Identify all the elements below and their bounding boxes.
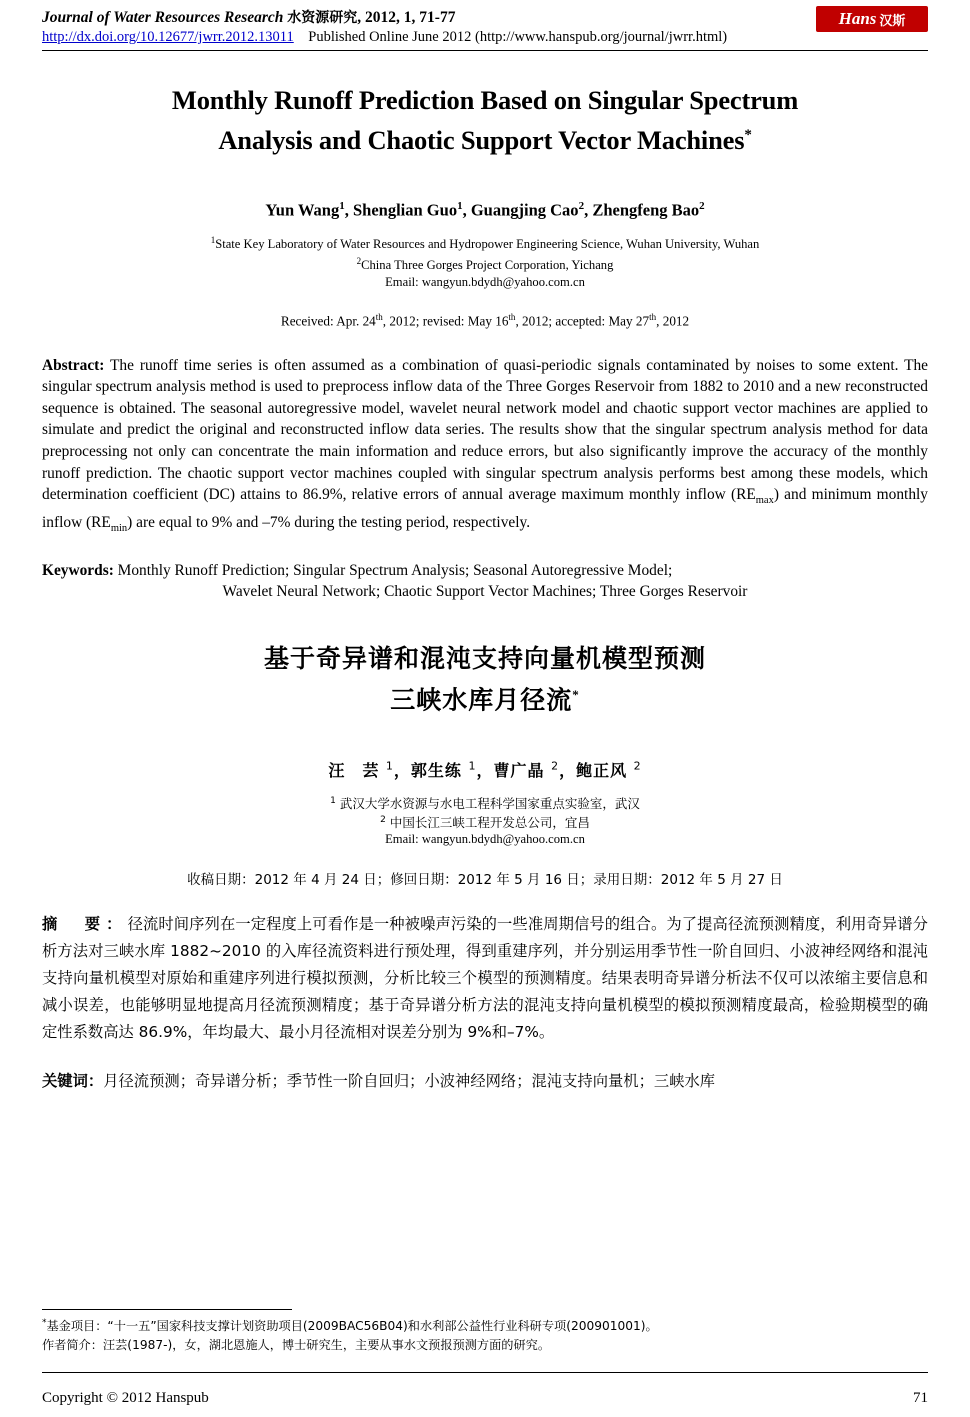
affiliations-cn [42,793,928,848]
keywords-cn [42,1068,928,1094]
title-footnote-marker: * [744,127,752,143]
footnote-divider [42,1309,292,1310]
doi-line [42,28,928,47]
journal-title-cn: 水资源研究 [287,10,358,26]
page-header [42,8,928,53]
keywords-cn-label: 关键词： [42,1072,104,1091]
footnote-marker: * [42,1317,47,1328]
cn-title-line-2: 三峡水库月径流 [390,684,573,714]
keywords-line-1: Monthly Runoff Prediction; Singular Spectrum Analysis; Seasonal Autoregressive Model; [113,561,673,579]
keywords-line-2: Wavelet Neural Network; Chaotic Support Vector Machines; Three Gorges Reservoir [222,583,748,600]
received-dates: Received: Apr. 24th, 2012; revised: May 16th, 2012; accepted: May 27th, 2012 [280,312,690,329]
authors-en: Yun Wang$^1$, Shenglian Guo$^1$, Guangjing Cao$^2$, Zhengfeng Bao$^2$ [265,199,705,220]
abstract-cn-label: 摘 要： [42,915,128,934]
title-line-1: Monthly Runoff Prediction Based on Singular Spectrum [171,85,799,115]
affiliations-en [42,232,928,290]
journal-title-en: Journal of Water Resources Research [42,9,284,26]
doi-link[interactable]: http://dx.doi.org/10.12677/jwrr.2012.13011 [42,29,294,45]
footnote-line-1 [42,1314,928,1336]
affiliation-en-1: $^1$State Key Laboratory of Water Resources and Hydropower Engineering Science, Wuhan University, Wuhan [210,235,760,252]
keywords-cn-text: 月径流预测；奇异谱分析；季节性一阶自回归；小波神经网络；混沌支持向量机；三峡水库 [103,1072,716,1091]
hans-logo-cn: 汉斯 [879,13,906,29]
footnote-line-2: 作者简介：汪芸(1987-)，女，湖北恩施人，博士研究生，主要从事水文预报预测方面的研究。 [42,1338,551,1352]
keywords-section [42,560,928,603]
affiliation-cn-1: $^1$ 武汉大学水资源与水电工程科学国家重点实验室，武汉 [330,795,640,811]
copyright-text: Copyright © 2012 Hanspub [42,1390,209,1406]
hans-logo-text: Hans [838,9,877,28]
authors-cn: 汪 芸 $^1$，郭生练 $^1$，曹广晶 $^2$，鲍正风 $^2$ [328,759,642,780]
title-line-2: Analysis and Chaotic Support Vector Machines [218,124,745,155]
page-title [42,83,928,158]
journal-issue-info: , 2012, 1, 71-77 [357,9,456,26]
footnotes [42,1309,928,1355]
title-line-2-wrap [42,118,928,158]
abstract-cn [42,911,928,1046]
abstract-cn-text: 径流时间序列在一定程度上可看作是一种被噪声污染的一些准周期信号的组合。为了提高径流预测精度，利用奇异谱分析方法对三峡水库 1882~2010 的入库径流资料进行预处理，得到重建序列，并分别运用季节性一阶自回归、小波神经网络和混沌支持向量机模型对原始和重建序列进行模拟预测，分析比较三个模型的预测精度。结果表明奇异谱分析法不仅可以浓缩主要信息和减小误差，也能够明显地提高月径流预测精度；基于奇异谱分析方法的混沌支持向量机模型的模拟预测精度最高，检验期模型的确定性系数高达 86.9%，年均最大、最小月径流相对误差分别为 9%和–7%。 [42,915,928,1042]
abstract-section: Abstract: The runoff time series is often assumed as a combination of quasi-periodic signals contaminated by noises to some extent. The singular spectrum analysis method is used to preprocess inflow data of the Three Gorges Reservoir from 1882 to 2010 and a new reconstructed sequence is obtained. The seasonal autoregressive model, wavelet neural network model and chaotic support vector machines are applied to simulate and predict the original and reconstructed inflow data series. The results show that the singular spectrum analysis method for data preprocessing not only can concentrate the main information and reduce errors, but also significantly improve the accuracy of the monthly runoff prediction. The chaotic support vector machines coupled with singular spectrum analysis performs best among these models, which determination coefficient (DC) attains to 86.9%, relative errors of annual average maximum monthly inflow $(RE_{max})$ and minimum monthly inflow $(RE_{min})$ are equal to 9% and –7% during the testing period, respectively. [42,356,928,534]
affiliation-en-2: $^2$China Three Gorges Project Corporation, Yichang [356,256,614,273]
keywords-label: Keywords: [42,561,114,579]
affiliation-cn-2: $^2$ 中国长江三峡工程开发总公司，宜昌 [380,814,590,831]
abstract-label: Abstract: [42,356,105,374]
footer-divider [42,1372,928,1373]
hans-publisher-logo [816,6,928,32]
page-number: 71 [913,1390,928,1406]
journal-title-line [42,8,928,28]
page-footer [42,1390,928,1407]
published-online-text: Published Online June 2012 (http://www.hanspub.org/journal/jwrr.html) [308,29,728,45]
cn-title-line-1: 基于奇异谱和混沌支持向量机模型预测 [263,643,706,673]
dates-cn: 收稿日期：2012 年 4 月 24 日；修回日期：2012 年 5 月 16 日；录用日期：2012 年 5 月 27 日 [187,872,783,889]
cn-title-footnote-marker: * [572,686,580,702]
cn-title-line-2-wrap [42,677,928,718]
page-title-cn [42,641,928,718]
header-divider [42,50,928,51]
footnote-funding-text: 基金项目：“十一五”国家科技支撑计划资助项目(2009BAC56B04)和水利部公益性行业科研专项(200901001)。 [46,1319,658,1333]
email-en: Email: wangyun.bdydh@yahoo.com.cn [385,274,585,289]
email-cn: Email: wangyun.bdydh@yahoo.com.cn [385,832,585,847]
